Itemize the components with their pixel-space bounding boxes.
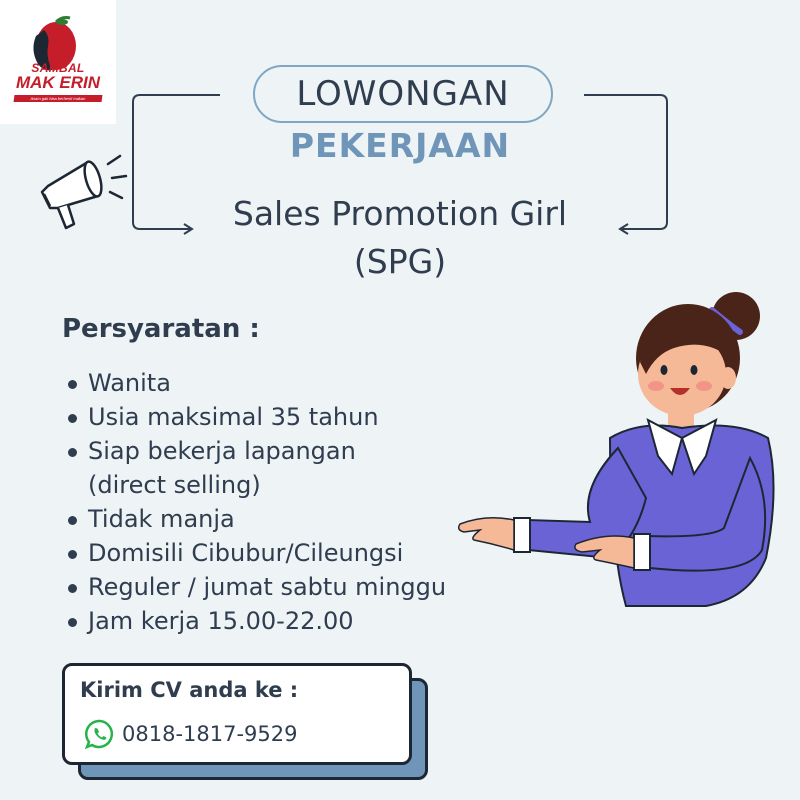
requirement-text: Siap bekerja lapangan <box>88 437 356 465</box>
requirement-text: Tidak manja <box>88 505 235 533</box>
page-title: LOWONGAN <box>296 74 510 114</box>
list-item <box>66 400 446 434</box>
brand-tagline: Asam gak bisa berhenti makan <box>14 95 103 102</box>
woman-presenting-illustration <box>450 288 790 608</box>
list-item <box>66 604 446 638</box>
page-subtitle: PEKERJAAN <box>289 126 511 165</box>
brand-name-line2: MAK ERIN <box>15 73 101 92</box>
requirement-text: Domisili Cibubur/Cileungsi <box>88 539 404 567</box>
requirement-text: Wanita <box>88 369 171 397</box>
requirement-continuation: (direct selling) <box>88 471 261 499</box>
position-title: Sales Promotion Girl <box>232 194 568 233</box>
requirements-heading: Persyaratan : <box>62 314 260 344</box>
requirements-list <box>66 366 446 638</box>
list-item <box>66 536 446 570</box>
brand-name-line1: SAMBAL <box>31 61 85 75</box>
list-item <box>66 434 446 502</box>
phone-number[interactable]: 0818-1817-9529 <box>122 722 298 746</box>
whatsapp-icon[interactable] <box>84 718 116 750</box>
requirement-text: Usia maksimal 35 tahun <box>88 403 379 431</box>
list-item <box>66 570 446 604</box>
requirement-text: Reguler / jumat sabtu minggu <box>88 573 447 601</box>
contact-label: Kirim CV anda ke : <box>80 678 299 702</box>
position-abbreviation: (SPG) <box>353 242 447 281</box>
list-item <box>66 366 446 400</box>
requirement-text: Jam kerja 15.00-22.00 <box>88 607 354 635</box>
page-title-pill <box>253 65 553 123</box>
list-item <box>66 502 446 536</box>
